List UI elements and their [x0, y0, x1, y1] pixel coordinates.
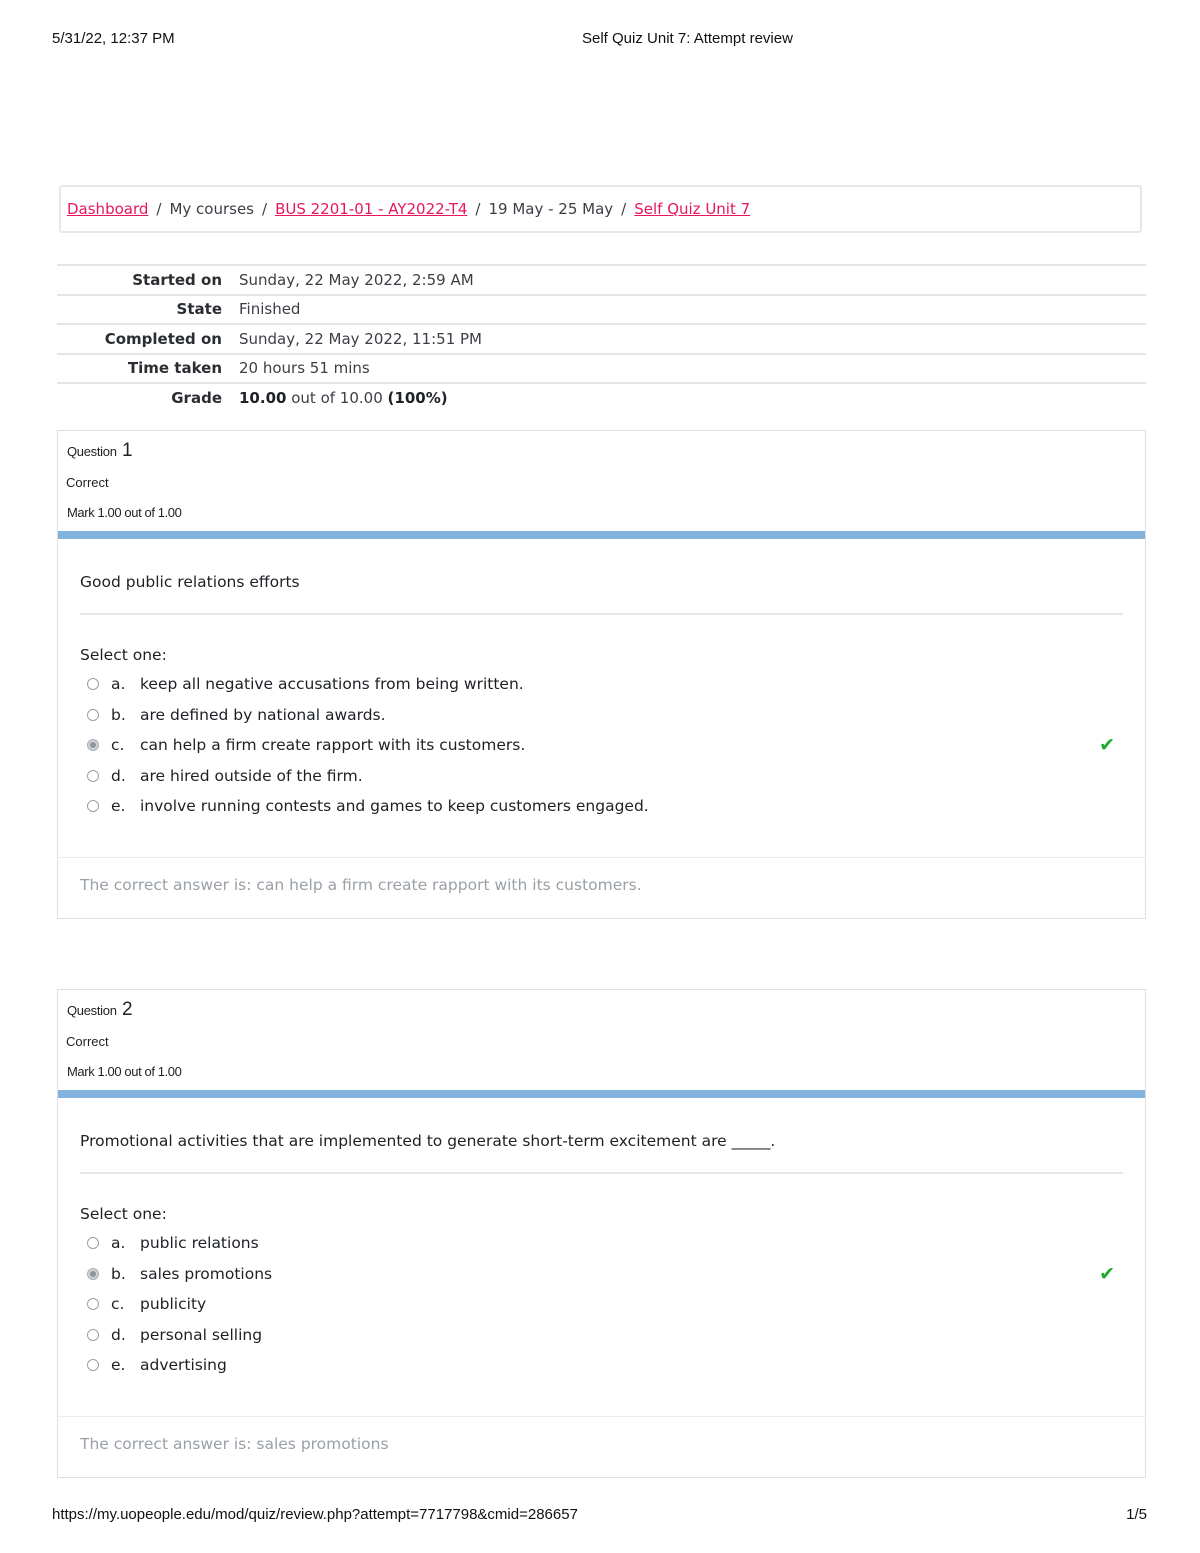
answer-option[interactable]	[87, 1350, 1145, 1381]
summary-row-started	[57, 265, 1146, 295]
question-number-value: 2	[121, 999, 133, 1020]
breadcrumb-week: 19 May - 25 May	[488, 200, 614, 218]
answer-text: can help a firm create rapport with its customers.	[140, 736, 526, 755]
print-footer	[0, 1506, 1200, 1526]
breadcrumb-separator: /	[156, 200, 162, 218]
answer-letter: d.	[111, 1325, 126, 1344]
answer-letter: e.	[111, 1356, 126, 1375]
question-text: Promotional activities that are implemented to generate short-term excitement are _____.	[80, 1132, 776, 1150]
answer-text: sales promotions	[140, 1264, 273, 1283]
answer-letter: b.	[111, 1264, 126, 1283]
question-mark: Mark 1.00 out of 1.00	[67, 505, 182, 520]
summary-value: Finished	[239, 300, 301, 319]
question-number-value: 1	[121, 440, 133, 461]
radio-icon[interactable]	[87, 1298, 99, 1310]
summary-value: 20 hours 51 mins	[239, 359, 370, 378]
answer-text: involve running contests and games to keep customers engaged.	[140, 797, 649, 816]
radio-icon[interactable]	[87, 1268, 99, 1280]
answer-letter: b.	[111, 705, 126, 724]
print-url: https://my.uopeople.edu/mod/quiz/review.php?attempt=7717798&cmid=286657	[52, 1506, 578, 1523]
answer-letter: a.	[111, 1234, 126, 1253]
answer-text: publicity	[140, 1295, 207, 1314]
summary-value: Sunday, 22 May 2022, 2:59 AM	[239, 270, 474, 289]
question-label: Question	[67, 1003, 117, 1018]
summary-label: Completed on	[104, 329, 222, 348]
breadcrumb-separator: /	[262, 200, 268, 218]
summary-label: Grade	[171, 389, 222, 408]
select-one-label: Select one:	[80, 1205, 167, 1223]
question-state: Correct	[66, 475, 109, 490]
answer-option[interactable]	[87, 1320, 1145, 1351]
answer-list	[58, 1228, 1145, 1381]
summary-value	[239, 383, 1146, 413]
answer-option[interactable]	[87, 1289, 1145, 1320]
answer-option-selected[interactable]	[87, 1259, 1145, 1290]
question-info	[58, 990, 1145, 1090]
answer-text: advertising	[140, 1356, 227, 1375]
summary-row-grade	[57, 383, 1146, 413]
summary-label: Started on	[132, 270, 222, 289]
question-state: Correct	[66, 1034, 109, 1049]
grade-out-of: out of 10.00	[291, 389, 383, 408]
answer-text: are hired outside of the firm.	[140, 766, 363, 785]
radio-icon[interactable]	[87, 739, 99, 751]
answer-option[interactable]	[87, 1228, 1145, 1259]
grade-percent: (100%)	[387, 389, 448, 408]
answer-option[interactable]	[87, 700, 1145, 731]
answer-list	[58, 669, 1145, 822]
radio-icon[interactable]	[87, 770, 99, 782]
breadcrumb	[59, 185, 1142, 233]
question-content	[58, 531, 1145, 919]
question-mark: Mark 1.00 out of 1.00	[67, 1064, 182, 1079]
radio-icon[interactable]	[87, 1329, 99, 1341]
summary-label: State	[176, 300, 222, 319]
answer-text: keep all negative accusations from being written.	[140, 675, 524, 694]
print-datetime: 5/31/22, 12:37 PM	[52, 30, 175, 47]
breadcrumb-separator: /	[621, 200, 627, 218]
answer-letter: e.	[111, 797, 126, 816]
answer-option[interactable]	[87, 791, 1145, 822]
summary-value: Sunday, 22 May 2022, 11:51 PM	[239, 329, 482, 348]
question-number	[67, 999, 132, 1021]
radio-icon[interactable]	[87, 709, 99, 721]
question-1	[57, 430, 1146, 919]
question-label: Question	[67, 444, 117, 459]
check-icon: ✔	[1099, 1262, 1115, 1285]
radio-icon[interactable]	[87, 800, 99, 812]
attempt-summary-table	[57, 264, 1146, 413]
question-info	[58, 431, 1145, 531]
summary-row-completed	[57, 324, 1146, 354]
answer-letter: a.	[111, 675, 126, 694]
answer-option[interactable]	[87, 761, 1145, 792]
answer-letter: c.	[111, 1295, 125, 1314]
correct-answer-feedback: The correct answer is: can help a firm create rapport with its customers.	[58, 857, 1145, 919]
breadcrumb-quiz[interactable]: Self Quiz Unit 7	[634, 200, 751, 218]
answer-text: are defined by national awards.	[140, 705, 386, 724]
summary-row-time	[57, 354, 1146, 384]
page-number: 1/5	[1126, 1506, 1147, 1523]
breadcrumb-my-courses: My courses	[169, 200, 254, 218]
breadcrumb-dashboard[interactable]: Dashboard	[67, 200, 149, 218]
answer-option-selected[interactable]	[87, 730, 1145, 761]
breadcrumb-separator: /	[475, 200, 481, 218]
radio-icon[interactable]	[87, 1359, 99, 1371]
summary-label: Time taken	[127, 359, 222, 378]
radio-icon[interactable]	[87, 1237, 99, 1249]
answer-text: public relations	[140, 1234, 259, 1253]
answer-letter: c.	[111, 736, 125, 755]
question-content	[58, 1090, 1145, 1478]
check-icon: ✔	[1099, 734, 1115, 757]
answer-letter: d.	[111, 766, 126, 785]
print-title: Self Quiz Unit 7: Attempt review	[582, 30, 793, 47]
summary-row-state	[57, 295, 1146, 325]
breadcrumb-course[interactable]: BUS 2201-01 - AY2022-T4	[275, 200, 468, 218]
radio-icon[interactable]	[87, 678, 99, 690]
answer-text: personal selling	[140, 1325, 263, 1344]
correct-answer-feedback: The correct answer is: sales promotions	[58, 1416, 1145, 1478]
answer-option[interactable]	[87, 669, 1145, 700]
grade-score: 10.00	[239, 389, 287, 408]
print-header	[0, 30, 1200, 50]
select-one-label: Select one:	[80, 646, 167, 664]
question-number	[67, 440, 132, 462]
question-text: Good public relations efforts	[80, 573, 300, 591]
question-2	[57, 989, 1146, 1478]
